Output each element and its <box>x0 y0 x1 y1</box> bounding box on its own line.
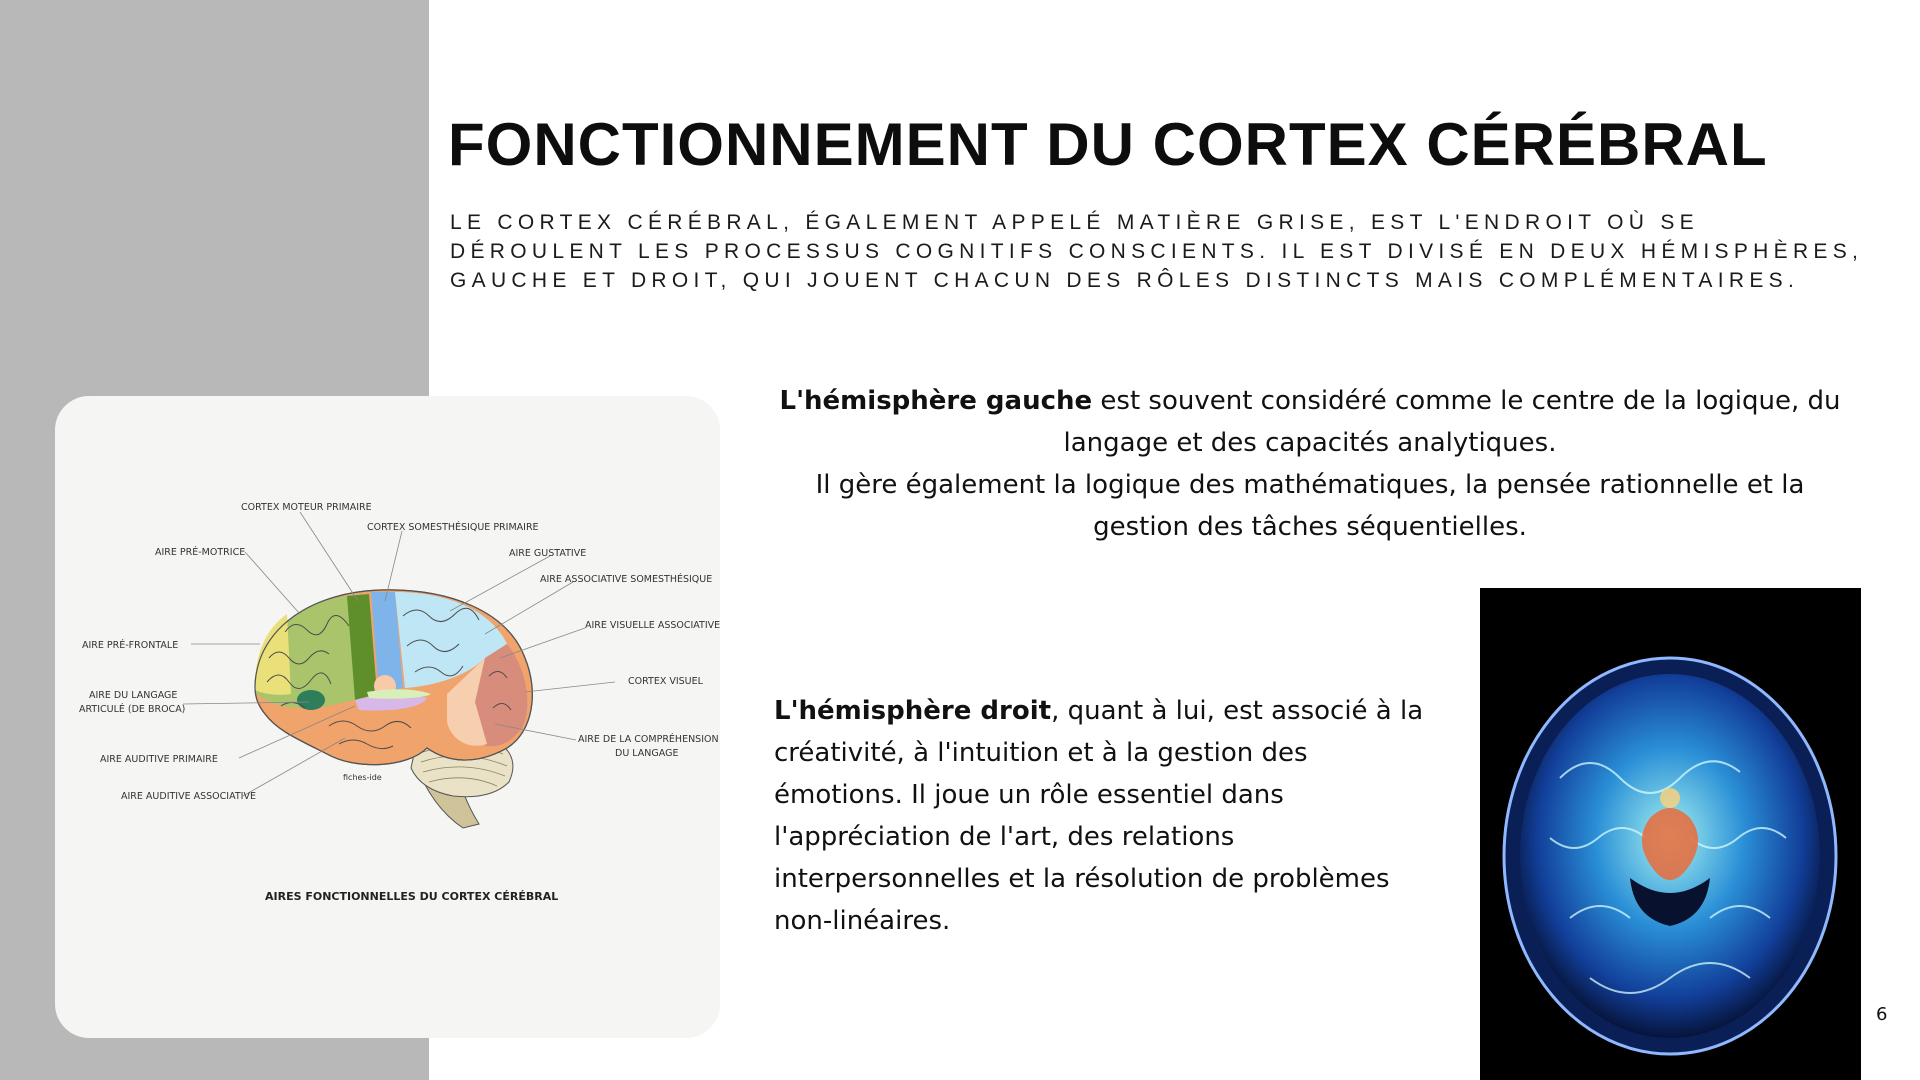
label-aire-comprehension-1: AIRE DE LA COMPRÉHENSION <box>578 734 719 745</box>
left-hemisphere-text: est souvent considéré comme le centre de la logique, du langage et des capacités analytiques. <box>1063 386 1841 458</box>
broca-area <box>297 690 325 710</box>
mri-illustration <box>1480 588 1861 1080</box>
brain-diagram-card <box>55 396 720 1038</box>
label-cortex-visuel: CORTEX VISUEL <box>628 676 703 687</box>
diagram-caption: AIRES FONCTIONNELLES DU CORTEX CÉRÉBRAL <box>265 890 559 903</box>
label-aire-langage-1: AIRE DU LANGAGE <box>89 690 178 701</box>
right-hemisphere-text: , quant à lui, est associé à la créativité, à l'intuition et à la gestion des émotions. Il joue un rôle essentiel dans l'appréciation de l'art, des relations interpersonnelles et la résolution de problèmes non-linéaires. <box>774 696 1424 936</box>
watermark-label: fiches-ide <box>343 773 382 782</box>
brain-diagram <box>55 396 720 1038</box>
brain-mri-image <box>1480 588 1861 1080</box>
label-aire-prefrontale: AIRE PRÉ-FRONTALE <box>82 640 179 651</box>
label-aire-assoc-somesthesique: AIRE ASSOCIATIVE SOMESTHÉSIQUE <box>540 574 713 585</box>
label-cortex-moteur: CORTEX MOTEUR PRIMAIRE <box>241 502 372 513</box>
label-aire-comprehension-2: DU LANGAGE <box>615 748 679 759</box>
left-hemisphere-heading: L'hémisphère gauche <box>779 386 1093 416</box>
label-aire-premotrice: AIRE PRÉ-MOTRICE <box>155 547 246 558</box>
label-aire-langage-2: ARTICULÉ (DE BROCA) <box>79 704 186 715</box>
label-cortex-somesthesique: CORTEX SOMESTHÉSIQUE PRIMAIRE <box>367 522 539 533</box>
right-hemisphere-paragraph <box>774 690 1434 942</box>
right-hemisphere-heading: L'hémisphère droit <box>774 696 1052 726</box>
page-number: 6 <box>1876 1004 1888 1025</box>
left-hemisphere-text-2: Il gère également la logique des mathématiques, la pensée rationnelle et la gestion des tâches séquentielles. <box>815 470 1805 542</box>
mri-highlight <box>1660 788 1680 808</box>
slide-title: FONCTIONNEMENT DU CORTEX CÉRÉBRAL <box>448 111 1768 178</box>
label-aire-auditive-assoc: AIRE AUDITIVE ASSOCIATIVE <box>121 791 256 802</box>
left-hemisphere-paragraph <box>770 380 1850 548</box>
label-aire-gustative: AIRE GUSTATIVE <box>509 548 587 559</box>
label-aire-visuelle-assoc: AIRE VISUELLE ASSOCIATIVE <box>585 620 720 631</box>
label-aire-auditive-primaire: AIRE AUDITIVE PRIMAIRE <box>100 754 218 765</box>
slide-subtitle: LE CORTEX CÉRÉBRAL, ÉGALEMENT APPELÉ MATIÈRE GRISE, EST L'ENDROIT OÙ SE DÉROULENT LES PROCESSUS COGNITIFS CONSCIENTS. IL EST DIVISÉ EN DEUX HÉMISPHÈRES, GAUCHE ET DROIT, QUI JOUENT CHACUN DES RÔLES DISTINCTS MAIS COMPLÉMENTAIRES. <box>450 211 1864 292</box>
